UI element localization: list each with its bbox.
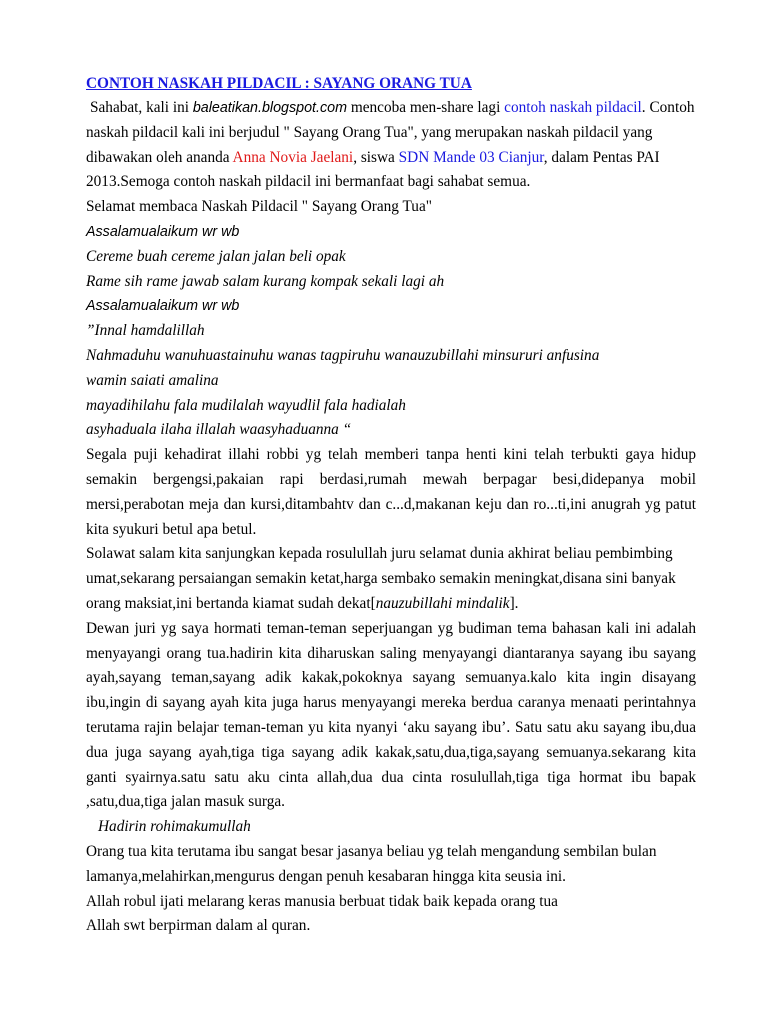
paragraph-solawat [86, 542, 696, 616]
blog-name: baleatikan.blogspot.com [192, 100, 347, 116]
pildacil-link[interactable]: contoh naskah pildacil [504, 99, 642, 116]
paragraph-al-quran: Allah swt berpirman dalam al quran. [86, 917, 311, 935]
paragraph-allah-melarang: Allah robul ijati melarang keras manusia berbuat tidak baik kepada orang tua [86, 892, 558, 910]
salam-line-1: Assalamualaikum wr wb [86, 223, 240, 240]
intro-text-1: Sahabat, kali ini [90, 99, 193, 116]
greeting-line: Selamat membaca Naskah Pildacil " Sayang Orang Tua" [86, 198, 432, 216]
intro-text-5: , dalam Pentas PAI 2013.Semoga contoh naskah pildacil ini bermanfaat bagi sahabat semua. [86, 148, 660, 191]
pantun-line-1: Cereme buah cereme jalan jalan beli opak [86, 247, 346, 265]
arabic-line-5: asyhaduala ilaha illalah waasyhaduanna “ [86, 421, 352, 439]
paragraph-dewan-juri: Dewan juri yg saya hormati teman-teman seperjuangan yg budiman tema bahasan kali ini adalah menyayangi orang tua.hadirin kita diharuskan saling menyayangi diantaranya sayang ibu sayang ayah,sayang teman,sayang adik kakak,pokoknya sayang semuanya.kalo kita ingin disayang ibu,ingin di sayang ayah kita juga harus menyayangi mereka berdua caranya menaati perintahnya terutama rajin belajar teman-teman yu kita nyanyi ‘aku sayang ibu’. Satu satu aku sayang ibu,dua dua juga sayang ayah,tiga tiga sayang adik kakak,satu,dua,tiga,sayang semuanya.sekarang kita ganti syairnya.satu satu aku cinta allah,dua dua cinta rosulullah,tiga tiga hormat ibu bapak ,satu,dua,tiga jalan masuk surga. [86, 619, 696, 811]
paragraph-orang-tua: Orang tua kita terutama ibu sangat besar jasanya beliau yg telah mengandung sembilan bulan lamanya,melahirkan,mengurus dengan penuh kesabaran hingga kita seusia ini. [86, 842, 657, 885]
hadirin-heading: Hadirin rohimakumullah [98, 818, 251, 836]
intro-paragraph [86, 96, 696, 195]
intro-text-4: , siswa [353, 148, 399, 166]
performer-name: Anna Novia Jaelani [232, 148, 354, 166]
school-name: SDN Mande 03 Cianjur [398, 148, 544, 166]
intro-text-2: mencoba men-share lagi [347, 99, 505, 116]
salam-line-2: Assalamualaikum wr wb [86, 298, 240, 315]
solawat-italic: nauzubillahi mindalik [375, 594, 510, 612]
arabic-line-4: mayadihilahu fala mudilalah wayudlil fala hadialah [86, 396, 406, 414]
arabic-line-2: Nahmaduhu wanuhuastainuhu wanas tagpiruhu wanauzubillahi minsururi anfusina [86, 346, 600, 364]
solawat-text: Solawat salam kita sanjungkan kepada rosulullah juru selamat dunia akhirat beliau pembimbing umat,sekarang persaiangan semakin ketat,harga sembako semakin meningkat,disana sini banyak orang maksiat,ini bertanda kiamat sudah dekat[ [86, 545, 676, 612]
document-title[interactable]: CONTOH NASKAH PILDACIL : SAYANG ORANG TUA [86, 75, 472, 92]
pantun-line-2: Rame sih rame jawab salam kurang kompak sekali lagi ah [86, 272, 445, 290]
intro-text-3: . Contoh naskah pildacil kali ini berjudul " Sayang Orang Tua", yang merupakan naskah pildacil yang dibawakan oleh ananda [86, 99, 695, 166]
solawat-end: ]. [509, 594, 519, 612]
arabic-line-3: wamin saiati amalina [86, 371, 219, 389]
arabic-line-1: ”Innal hamdalillah [86, 322, 205, 340]
paragraph-praise: Segala puji kehadirat illahi robbi yg telah memberi tanpa henti kini telah terbukti gaya hidup semakin bergengsi,pakaian rapi berdasi,rumah mewah berpagar besi,didepanya mobil mersi,perabotan meja dan kursi,ditambahtv dan c...d,makanan keju dan ro...ti,ini anugrah yg patut kita syukuri betul apa betul. [86, 446, 696, 538]
